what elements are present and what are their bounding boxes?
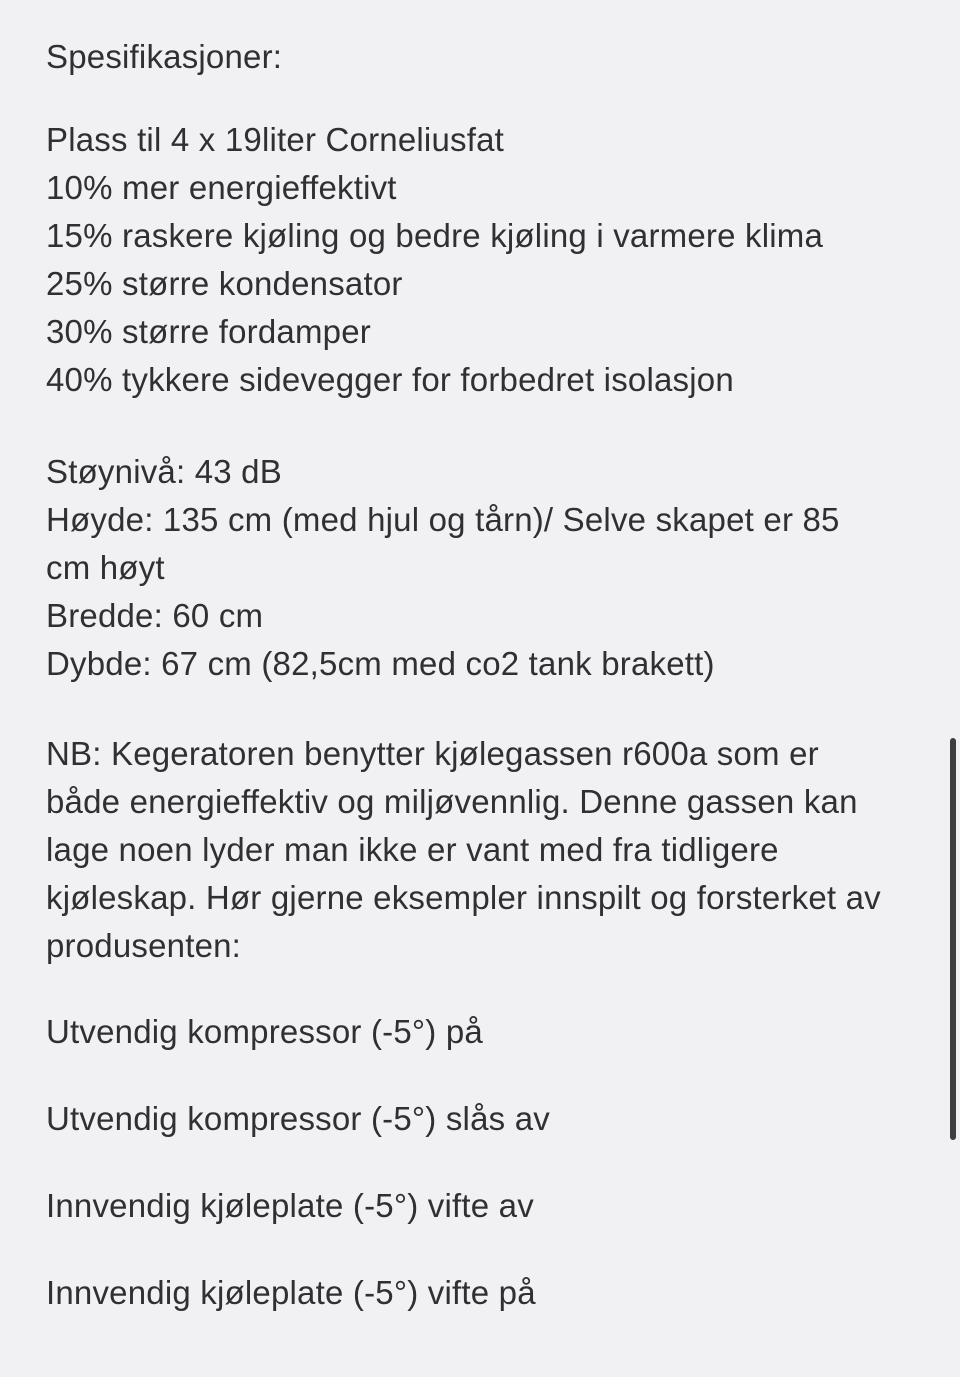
note-block <box>46 730 884 970</box>
spec-line-evaporator: 30% større fordamper <box>46 313 371 350</box>
spec-list <box>46 116 884 404</box>
sound-example-compressor-on: Utvendig kompressor (-5°) på <box>46 1013 483 1050</box>
spec-line-condenser: 25% større kondensator <box>46 265 403 302</box>
sound-examples-list <box>46 1008 884 1317</box>
spec-line-cooling: 15% raskere kjøling og bedre kjøling i varmere klima <box>46 217 824 254</box>
section-title: Spesifikasjoner: <box>46 38 283 75</box>
scrollbar-thumb[interactable] <box>950 738 956 1140</box>
spec-line-capacity: Plass til 4 x 19liter Corneliusfat <box>46 121 504 158</box>
dimension-width: Bredde: 60 cm <box>46 597 264 634</box>
spec-line-energy: 10% mer energieffektivt <box>46 169 397 206</box>
dimensions-list <box>46 448 884 688</box>
dimension-noise: Støynivå: 43 dB <box>46 453 282 490</box>
dimension-height: Høyde: 135 cm (med hjul og tårn)/ Selve skapet er 85 cm høyt <box>46 501 840 586</box>
note-paragraph: NB: Kegeratoren benytter kjølegassen r600a som er både energieffektiv og miljøvennlig. Denne gassen kan lage noen lyder man ikke er vant med fra tidligere kjøleskap. Hør gjerne eksempler innspilt og forsterket av produsenten: <box>46 735 881 964</box>
sound-example-compressor-off: Utvendig kompressor (-5°) slås av <box>46 1100 550 1137</box>
sound-example-plate-fan-off: Innvendig kjøleplate (-5°) vifte av <box>46 1187 534 1224</box>
sound-example-plate-fan-on: Innvendig kjøleplate (-5°) vifte på <box>46 1274 536 1311</box>
dimension-depth: Dybde: 67 cm (82,5cm med co2 tank brakett) <box>46 645 715 682</box>
spec-line-sidewalls: 40% tykkere sidevegger for forbedret isolasjon <box>46 361 734 398</box>
section-title-block <box>46 33 884 81</box>
